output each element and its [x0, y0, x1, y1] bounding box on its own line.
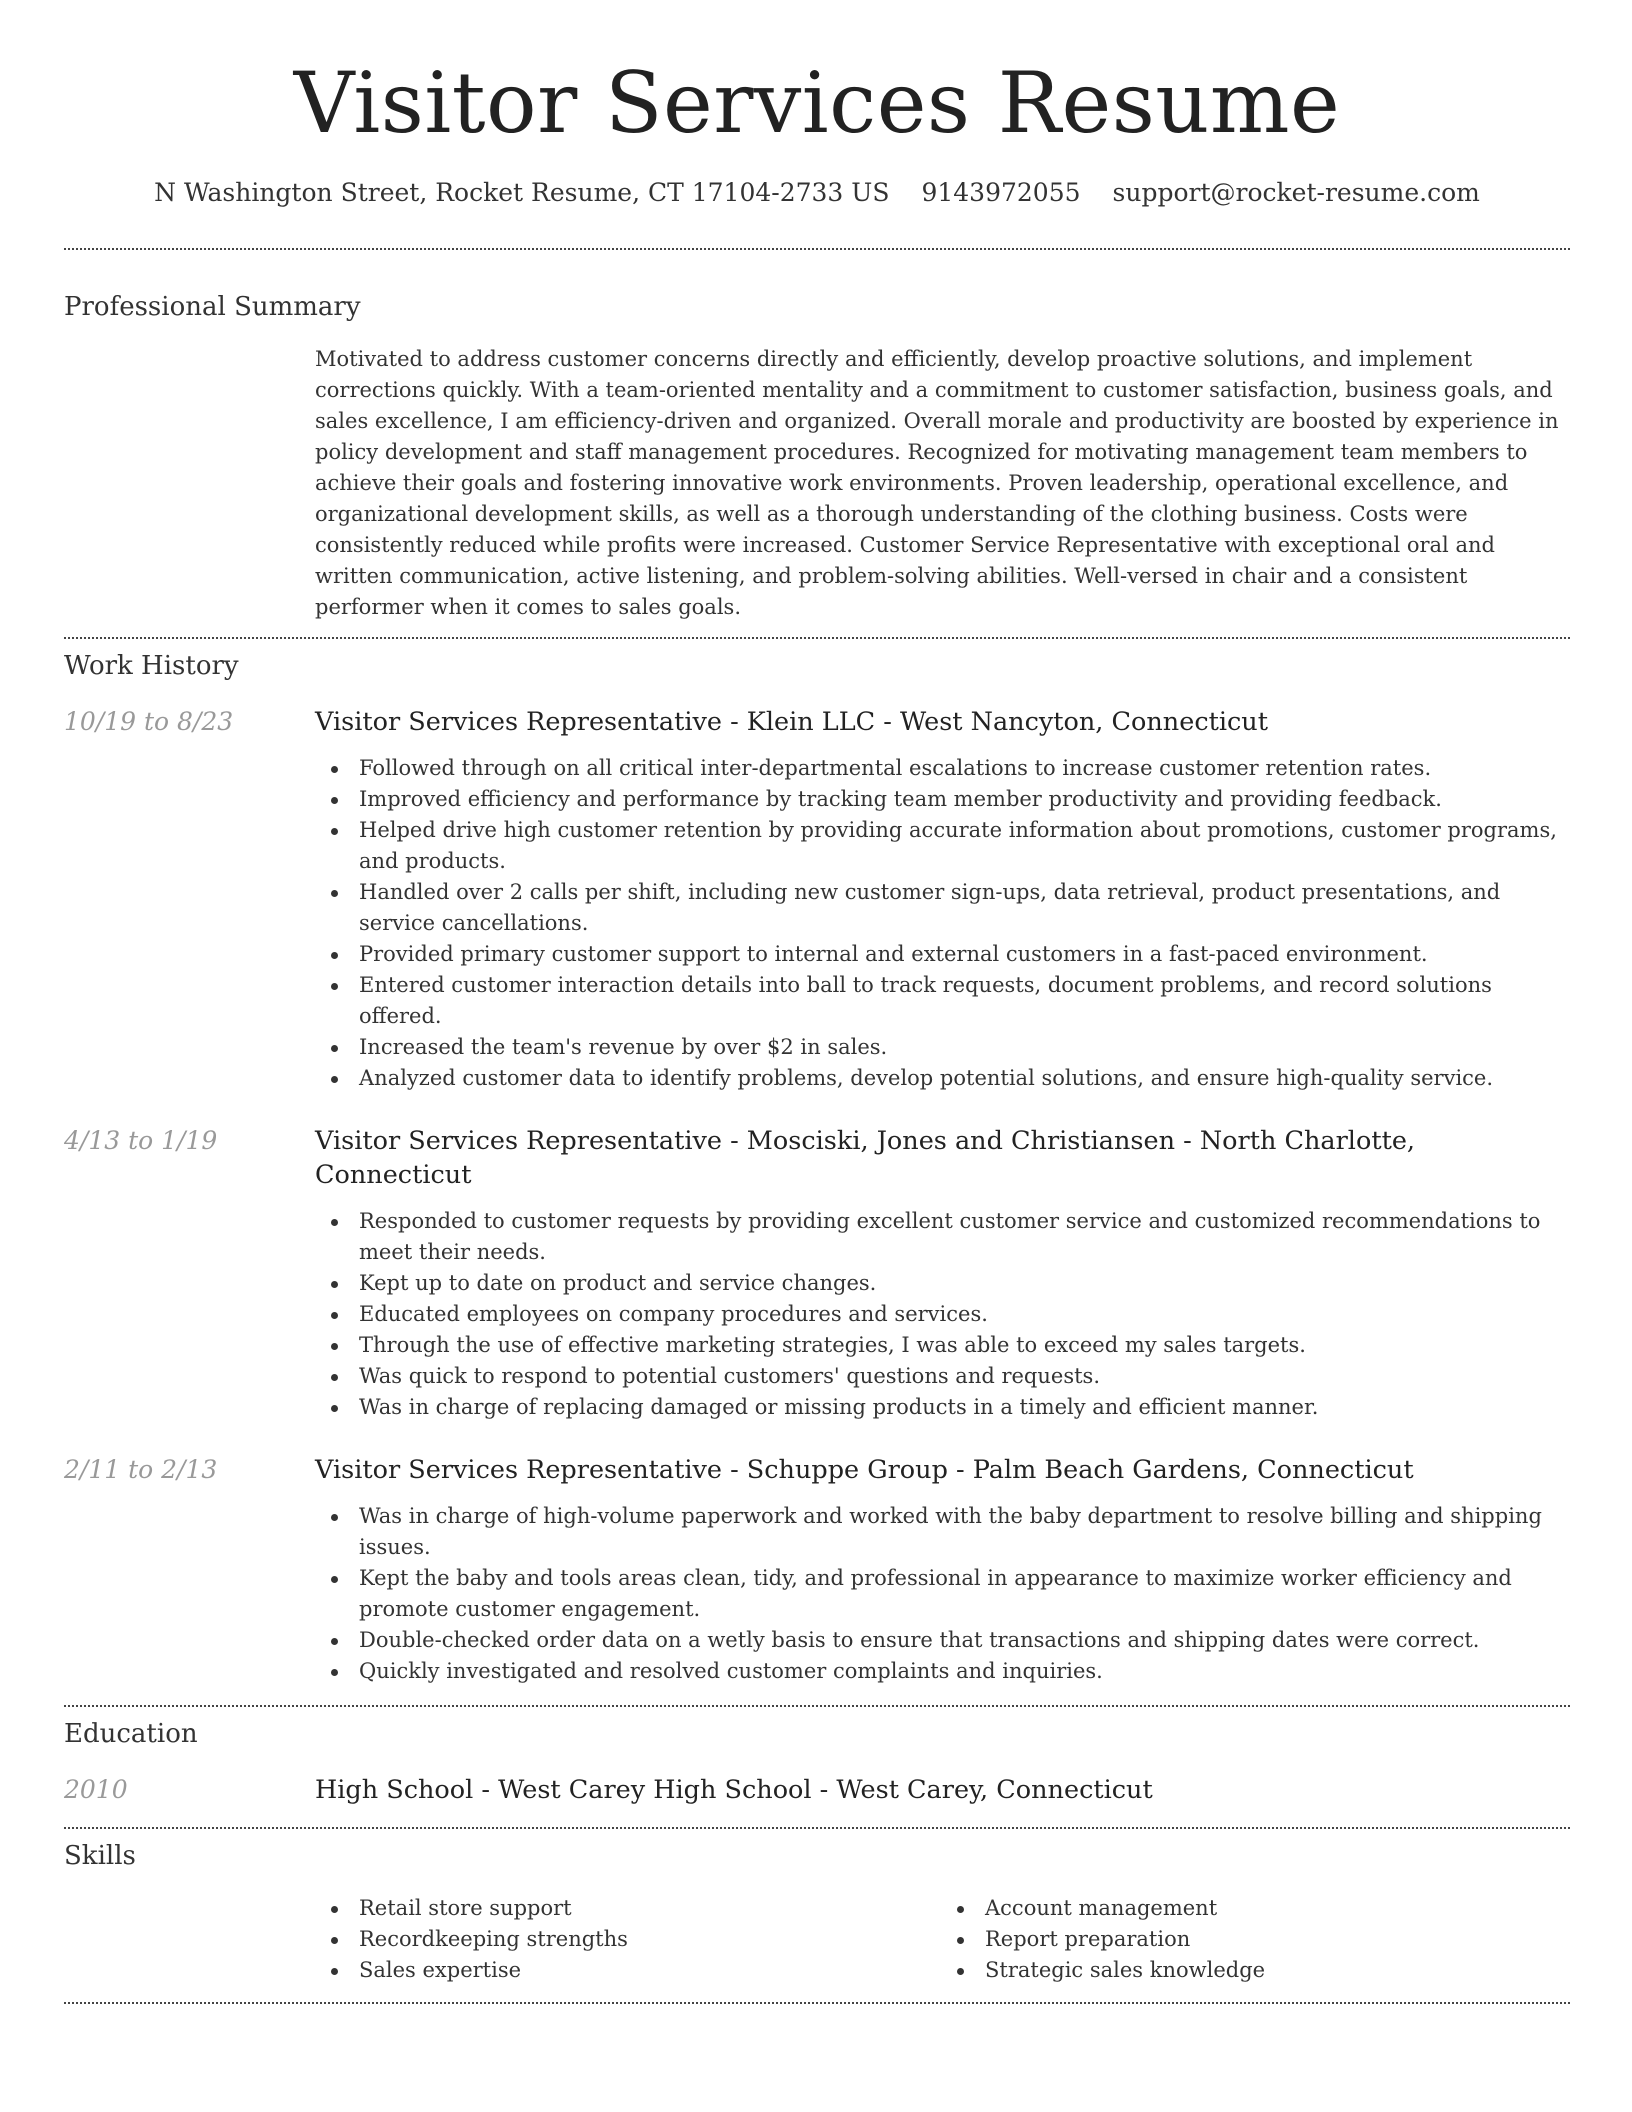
list-item: Was in charge of replacing damaged or missing products in a timely and efficient manner. — [325, 1392, 1570, 1423]
skills-list-right — [951, 1893, 1567, 1986]
skill-item: Account management — [951, 1893, 1567, 1924]
skills-section — [64, 1839, 1570, 1986]
skills-grid — [315, 1893, 1570, 1986]
summary-paragraph: Motivated to address customer concerns directly and efficiently, develop proactive solutions, and implement corrections quickly. With a team-oriented mentality and a commitment to customer satisfaction, business goals, and sales excellence, I am efficiency-driven and organized. Overall morale and productivity are boosted by experience in policy development and staff management procedures. Recognized for motivating management team members to achieve their goals and fostering innovative work environments. Proven leadership, operational excellence, and organizational development skills, as well as a thorough understanding of the clothing business. Costs were consistently reduced while profits were increased. Customer Service Representative with exceptional oral and written communication, active listening, and problem-solving abilities. Well-versed in chair and a consistent performer when it comes to sales goals. — [315, 347, 1559, 619]
work-history-heading: Work History — [64, 651, 239, 681]
list-item: Analyzed customer data to identify problems, develop potential solutions, and ensure high-quality service. — [325, 1063, 1570, 1094]
summary-section — [64, 290, 1570, 623]
list-item: Quickly investigated and resolved customer complaints and inquiries. — [325, 1656, 1570, 1687]
job-bullets — [325, 1501, 1570, 1687]
skill-item: Retail store support — [325, 1893, 941, 1924]
job-bullets — [325, 1206, 1570, 1423]
divider — [64, 637, 1570, 639]
resume-page — [64, 0, 1570, 2112]
job-entry — [64, 1453, 1570, 1687]
list-item: Through the use of effective marketing strategies, I was able to exceed my sales targets. — [325, 1330, 1570, 1361]
list-item: Responded to customer requests by providing excellent customer service and customized recommendations to meet their needs. — [325, 1206, 1570, 1268]
job-title: Visitor Services Representative - Mosciski, Jones and Christiansen - North Charlotte, Connecticut — [315, 1126, 1416, 1190]
resume-title: Visitor Services Resume — [293, 54, 1341, 152]
job-title: Visitor Services Representative - Schuppe Group - Palm Beach Gardens, Connecticut — [315, 1455, 1414, 1485]
email-text: support@rocket-resume.com — [1112, 178, 1480, 207]
job-dates: 4/13 to 1/19 — [64, 1126, 218, 1155]
divider — [64, 248, 1570, 250]
list-item: Followed through on all critical inter-departmental escalations to increase customer retention rates. — [325, 753, 1570, 784]
list-item: Kept the baby and tools areas clean, tidy, and professional in appearance to maximize worker efficiency and promote customer engagement. — [325, 1563, 1570, 1625]
list-item: Provided primary customer support to internal and external customers in a fast-paced environment. — [325, 939, 1570, 970]
list-item: Kept up to date on product and service changes. — [325, 1268, 1570, 1299]
education-section — [64, 1717, 1570, 1807]
work-history-section — [64, 649, 1570, 1687]
phone-text: 9143972055 — [921, 178, 1081, 207]
divider — [64, 1705, 1570, 1707]
list-item: Handled over 2 calls per shift, including new customer sign-ups, data retrieval, product presentations, and service cancellations. — [325, 877, 1570, 939]
divider — [64, 1827, 1570, 1829]
skill-item: Sales expertise — [325, 1955, 941, 1986]
education-heading: Education — [64, 1719, 198, 1749]
job-title: Visitor Services Representative - Klein LLC - West Nancyton, Connecticut — [315, 707, 1268, 737]
summary-heading: Professional Summary — [64, 292, 361, 322]
skills-heading: Skills — [64, 1841, 136, 1871]
list-item: Entered customer interaction details into ball to track requests, document problems, and record solutions offered. — [325, 970, 1570, 1032]
job-entry — [64, 1124, 1570, 1423]
divider — [64, 2002, 1570, 2004]
address-text: N Washington Street, Rocket Resume, CT 17104-2733 US — [154, 178, 890, 207]
education-title: High School - West Carey High School - West Carey, Connecticut — [315, 1775, 1153, 1805]
list-item: Educated employees on company procedures and services. — [325, 1299, 1570, 1330]
list-item: Helped drive high customer retention by providing accurate information about promotions, customer programs, and products. — [325, 815, 1570, 877]
job-bullets — [325, 753, 1570, 1094]
contact-line — [64, 176, 1570, 210]
education-entry — [64, 1773, 1570, 1807]
job-dates: 2/11 to 2/13 — [64, 1455, 218, 1484]
list-item: Was quick to respond to potential customers' questions and requests. — [325, 1361, 1570, 1392]
skill-item: Report preparation — [951, 1924, 1567, 1955]
job-dates: 10/19 to 8/23 — [64, 707, 234, 736]
list-item: Double-checked order data on a wetly basis to ensure that transactions and shipping dates were correct. — [325, 1625, 1570, 1656]
job-entry — [64, 705, 1570, 1094]
education-year: 2010 — [64, 1775, 128, 1804]
skill-item: Recordkeeping strengths — [325, 1924, 941, 1955]
list-item: Was in charge of high-volume paperwork and worked with the baby department to resolve billing and shipping issues. — [325, 1501, 1570, 1563]
skill-item: Strategic sales knowledge — [951, 1955, 1567, 1986]
skills-list-left — [325, 1893, 941, 1986]
list-item: Increased the team's revenue by over $2 in sales. — [325, 1032, 1570, 1063]
list-item: Improved efficiency and performance by tracking team member productivity and providing feedback. — [325, 784, 1570, 815]
